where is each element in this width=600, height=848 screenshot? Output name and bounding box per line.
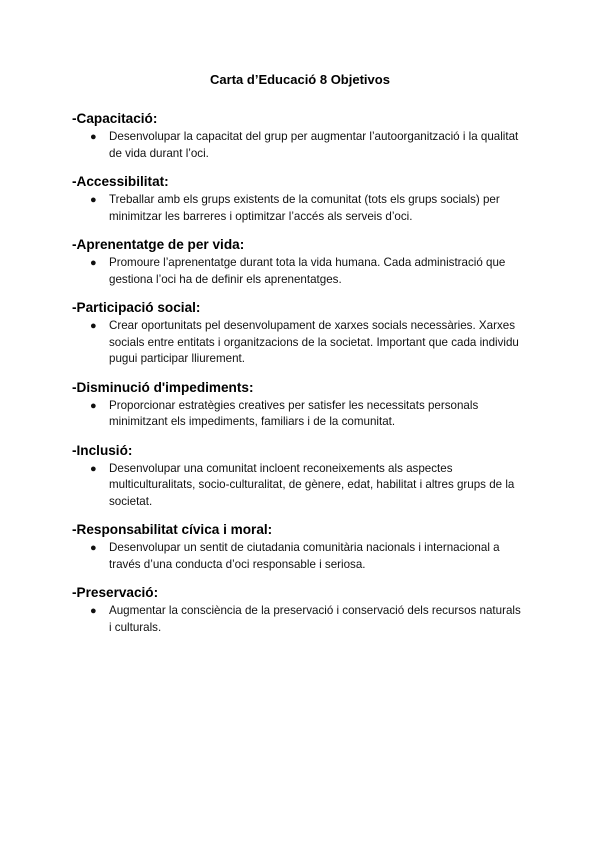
section-preservacio — [72, 584, 528, 636]
bullet-list — [72, 255, 528, 288]
section-heading: -Inclusió: — [72, 442, 133, 458]
bullet-list — [72, 603, 528, 636]
bullet-list — [72, 318, 528, 368]
bullet-item — [72, 603, 521, 636]
bullet-text: Desenvolupar un sentit de ciutadania comunitària nacionals i internacional a través d’una conducta d’oci responsable i seriosa. — [109, 541, 500, 571]
bullet-dot-icon: ● — [90, 399, 97, 412]
section-heading: -Accessibilitat: — [72, 174, 169, 189]
bullet-item — [72, 398, 521, 431]
bullet-dot-icon: ● — [90, 257, 97, 269]
bullet-item — [72, 255, 521, 288]
section-heading: -Responsabilitat cívica i moral: — [72, 522, 273, 537]
bullet-text: Treballar amb els grups existents de la comunitat (tots els grups socials) per minimitzar les barreres i optimitzar l’accés als serveis d’oci. — [109, 193, 500, 223]
bullet-text: Proporcionar estratègies creatives per satisfer les necessitats personals minimitzant els impediments, familiars i de la comunitat. — [109, 398, 479, 428]
bullet-item — [72, 318, 521, 368]
bullet-list — [72, 192, 528, 225]
bullet-list — [72, 461, 528, 511]
bullet-item — [72, 540, 521, 573]
section-participacio-social — [72, 299, 528, 368]
bullet-text: Crear oportunitats pel desenvolupament de xarxes socials necessàries. Xarxes socials entre entitats i organitzacions de la societat. Important que cada individu pugui participar lliurement. — [109, 319, 519, 365]
section-aprenentatge — [72, 236, 528, 288]
bullet-item — [72, 129, 521, 162]
bullet-dot-icon: ● — [90, 194, 97, 206]
section-responsabilitat — [72, 521, 528, 573]
section-heading: -Disminució d'impediments: — [72, 379, 254, 395]
bullet-text: Augmentar la consciència de la preservació i conservació dels recursos naturals i culturals. — [109, 604, 521, 634]
bullet-text: Promoure l’aprenentatge durant tota la vida humana. Cada administració que gestiona l’oci ha de definir els aprenentatges. — [109, 256, 506, 286]
section-disminucio-impediments — [72, 379, 528, 431]
bullet-item — [72, 192, 521, 225]
bullet-list — [72, 398, 528, 431]
document-title: Carta d’Educació 8 Objetivos — [210, 72, 390, 87]
section-heading: -Capacitació: — [72, 111, 158, 126]
bullet-list — [72, 540, 528, 573]
bullet-item — [72, 461, 521, 511]
bullet-dot-icon: ● — [90, 131, 97, 143]
bullet-dot-icon: ● — [90, 605, 97, 617]
section-inclusio — [72, 442, 528, 511]
section-accessibilitat — [72, 173, 528, 225]
section-heading: -Preservació: — [72, 585, 159, 600]
section-capacitacio — [72, 110, 528, 162]
bullet-text: Desenvolupar la capacitat del grup per augmentar l’autoorganització i la qualitat de vida durant l’oci. — [109, 130, 519, 160]
bullet-text: Desenvolupar una comunitat incloent reconeixements als aspectes multiculturalitats, socio-culturalitat, de gènere, edat, habilitat i altres grups de la societat. — [109, 461, 515, 508]
bullet-dot-icon: ● — [90, 462, 97, 475]
bullet-list — [72, 129, 528, 162]
bullet-dot-icon: ● — [90, 320, 97, 332]
section-heading: -Participació social: — [72, 300, 201, 315]
bullet-dot-icon: ● — [90, 542, 97, 554]
section-heading: -Aprenentatge de per vida: — [72, 237, 245, 252]
